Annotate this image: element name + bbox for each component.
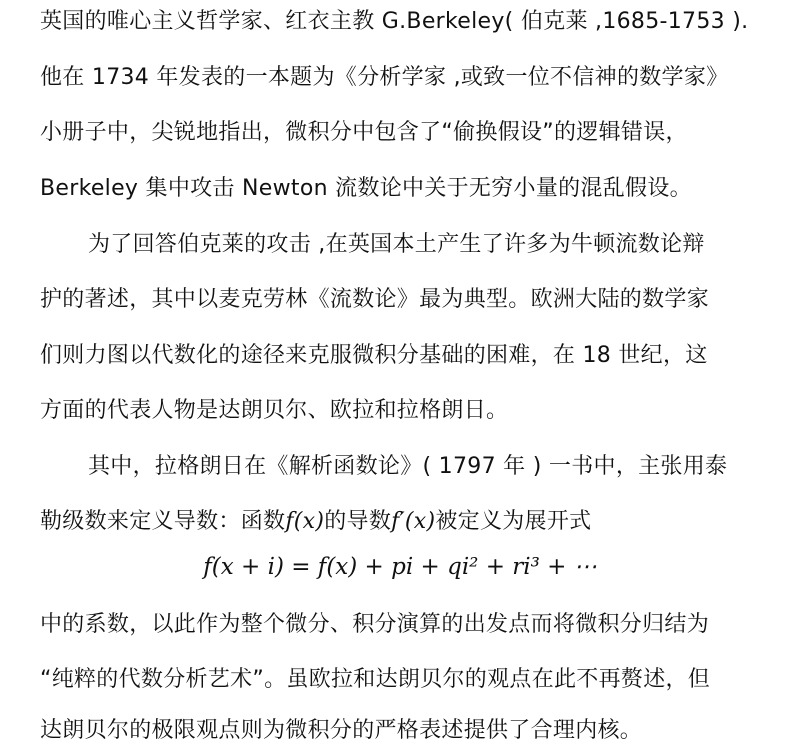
text-line-3: 小册子中，尖锐地指出，微积分中包含了“偷换假设”的逻辑错误，: [40, 120, 688, 145]
text-line-8: 方面的代表人物是达朗贝尔、欧拉和拉格朗日。: [40, 398, 509, 423]
math-fprime-x: f′(x): [391, 509, 436, 534]
taylor-formula: f(x + i) = f(x) + pi + qi² + ri³ + ⋯: [203, 554, 597, 580]
text-line-10-part2: 的导数: [324, 509, 392, 534]
text-line-5: 为了回答伯克莱的攻击 ,在英国本土产生了许多为牛顿流数论辩: [88, 232, 705, 257]
text-line-2: 他在 1734 年发表的一本题为《分析学家 ,或致一位不信神的数学家》: [40, 65, 729, 90]
math-fx: f(x): [285, 509, 325, 534]
text-line-9: 其中，拉格朗日在《解析函数论》( 1797 年 ) 一书中，主张用泰: [88, 454, 728, 479]
text-line-6: 护的著述，其中以麦克劳林《流数论》最为典型。欧洲大陆的数学家: [40, 287, 710, 312]
text-line-10-part3: 被定义为展开式: [435, 509, 592, 534]
text-line-10-part1: 勒级数来定义导数：函数: [40, 509, 286, 534]
text-line-4: Berkeley 集中攻击 Newton 流数论中关于无穷小量的混乱假设。: [40, 176, 692, 201]
text-line-12: “纯粹的代数分析艺术”。虽欧拉和达朗贝尔的观点在此不再赘述，但: [40, 667, 711, 692]
text-line-11: 中的系数，以此作为整个微分、积分演算的出发点而将微积分归结为: [40, 612, 710, 637]
text-line-7: 们则力图以代数化的途径来克服微积分基础的困难，在 18 世纪，这: [40, 343, 708, 368]
text-line-13: 达朗贝尔的极限观点则为微积分的严格表述提供了合理内核。: [40, 718, 643, 743]
text-line-10: [40, 507, 770, 537]
text-line-1: 英国的唯心主义哲学家、红衣主教 G.Berkeley( 伯克莱 ,1685-1753 ).: [40, 9, 749, 34]
